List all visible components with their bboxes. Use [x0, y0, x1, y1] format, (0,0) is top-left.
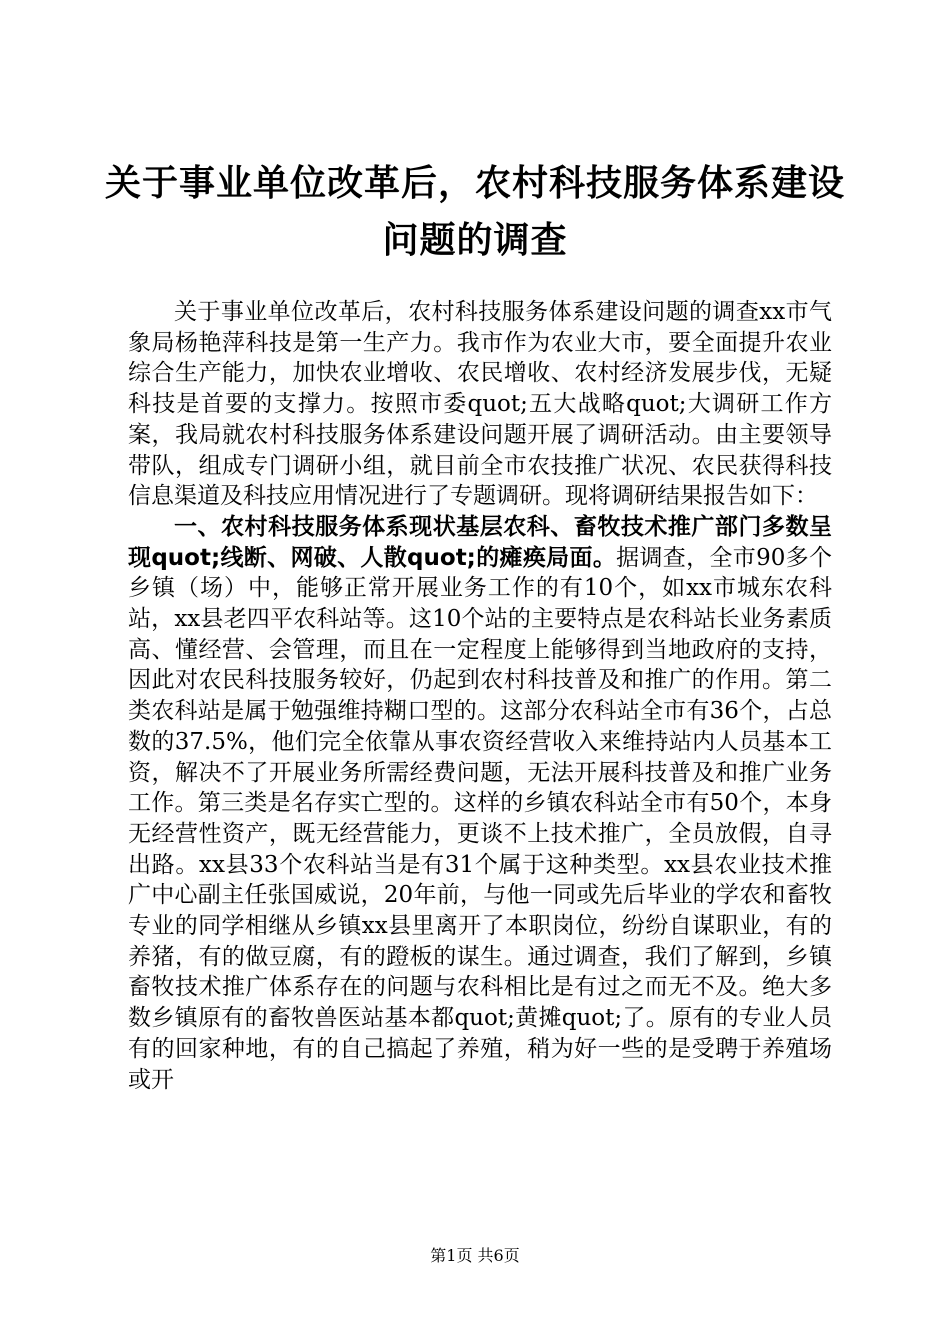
document-title-line-2: 问题的调查	[382, 220, 568, 261]
body-paragraph-1: 关于事业单位改革后，农村科技服务体系建设问题的调查xx市气象局杨艳萍科技是第一生产力。我市作为农业大市，要全面提升农业综合生产能力，加快农业增收、农民增收、农村经济发展步伐，无疑科技是首要的支撑力。按照市委quot;五大战略quot;大调研工作方案，我局就农村科技服务体系建设问题开展了调研活动。由主要领导带队，组成专门调研小组，就目前全市农技推广状况、农民获得科技信息渠道及科技应用情况进行了专题调研。现将调研结果报告如下：	[128, 299, 832, 510]
body-paragraph-2	[128, 512, 832, 1095]
document-title-line-1: 关于事业单位改革后，农村科技服务体系建设	[104, 163, 845, 204]
page-footer: 第1页 共6页	[430, 1246, 520, 1265]
section-body-1: 据调查，全市90多个乡镇（场）中，能够正常开展业务工作的有10个，如xx市城东农科站，xx县老四平农科站等。这10个站的主要特点是农科站长业务素质高、懂经营、会管理，而且在一定程度上能够得到当地政府的支持，因此对农民科技服务较好，仍起到农村科技普及和推广的作用。第二类农科站是属于勉强维持糊口型的。这部分农科站全市有36个，占总数的37.5%，他们完全依靠从事农资经营收入来维持站内人员基本工资，解决不了开展业务所需经费问题，无法开展科技普及和推广业务工作。第三类是名存实亡型的。这样的乡镇农科站全市有50个，本身无经营性资产，既无经营能力，更谈不上技术推广，全员放假，自寻出路。xx县33个农科站当是有31个属于这种类型。xx县农业技术推广中心副主任张国威说，20年前，与他一同或先后毕业的学农和畜牧专业的同学相继从乡镇xx县里离开了本职岗位，纷纷自谋职业，有的养猪，有的做豆腐，有的蹬板的谋生。通过调查，我们了解到，乡镇畜牧技术推广体系存在的问题与农科相比是有过之而无不及。绝大多数乡镇原有的畜牧兽医站基本都quot;黄摊quot;了。原有的专业人员有的回家种地，有的自己搞起了养殖，稍为好一些的是受聘于养殖场或开	[128, 544, 832, 1093]
section-heading-1: 一、农村科技服务体系现状基层农科、畜牧技术推广部门多数呈现quot;线断、网破、人散quot;的瘫痪局面。	[128, 513, 832, 571]
document-body	[128, 297, 832, 1095]
